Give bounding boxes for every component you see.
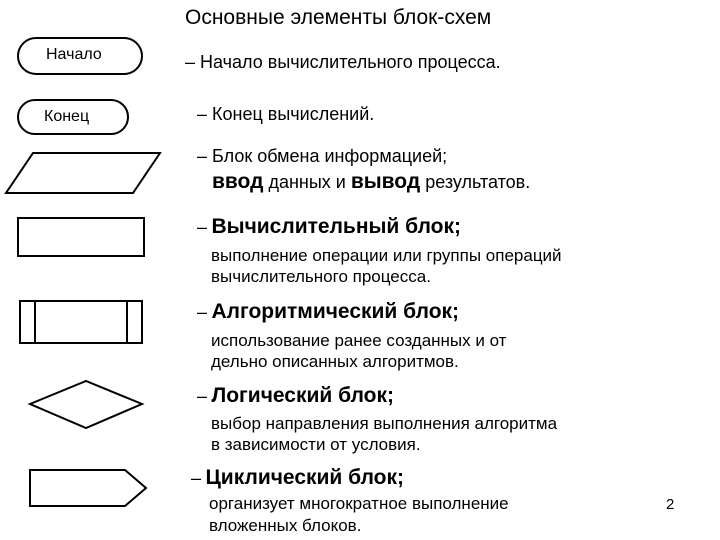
heading-text: Циклический блок; [205, 466, 405, 489]
dash: – [197, 104, 208, 124]
heading-text: Вычислительный блок; [211, 215, 462, 238]
process-rectangle-shape [18, 218, 144, 256]
decision-desc-line1: выбор направления выполнения алгоритма [211, 414, 558, 433]
loop-heading [191, 466, 404, 490]
decision-desc-line2: в зависимости от условия. [211, 435, 421, 454]
input-word: ввод [212, 170, 264, 193]
loop-pentagon-shape [30, 470, 146, 506]
predefined-process-shape [20, 301, 142, 343]
dash: – [197, 217, 208, 237]
text: результатов. [420, 172, 531, 192]
heading-text: Алгоритмический блок; [211, 300, 460, 323]
dash: – [197, 302, 208, 322]
decision-diamond-shape [30, 381, 142, 428]
description-text: Начало вычислительного процесса. [200, 52, 501, 72]
dash: – [197, 386, 208, 406]
dash: – [197, 146, 208, 166]
text: данных и [263, 172, 351, 192]
process-desc-line1: выполнение операции или группы операций [211, 246, 562, 265]
io-description [197, 146, 447, 167]
output-word: вывод [350, 170, 421, 193]
decision-heading [197, 384, 394, 408]
start-label: Начало [46, 46, 102, 63]
io-description-line2 [212, 170, 530, 194]
description-text: Конец вычислений. [212, 104, 375, 124]
predefined-desc-line1: использование ранее созданных и от [211, 331, 507, 350]
end-description [197, 104, 374, 125]
description-text: Блок обмена информацией; [212, 146, 448, 166]
io-parallelogram-shape [6, 153, 160, 193]
start-description [185, 52, 501, 73]
process-desc-line2: вычислительного процесса. [211, 267, 431, 286]
loop-desc-line1: организует многократное выполнение [209, 494, 509, 513]
process-heading [197, 215, 461, 239]
dash: – [185, 52, 196, 72]
end-label: Конец [44, 108, 90, 125]
heading-text: Логический блок; [211, 384, 394, 407]
dash: – [191, 468, 202, 488]
predefined-heading [197, 300, 459, 324]
page-title: Основные элементы блок-схем [185, 6, 492, 29]
loop-desc-line2: вложенных блоков. [209, 516, 362, 535]
predefined-desc-line2: дельно описанных алгоритмов. [211, 352, 459, 371]
page-number: 2 [666, 496, 675, 513]
